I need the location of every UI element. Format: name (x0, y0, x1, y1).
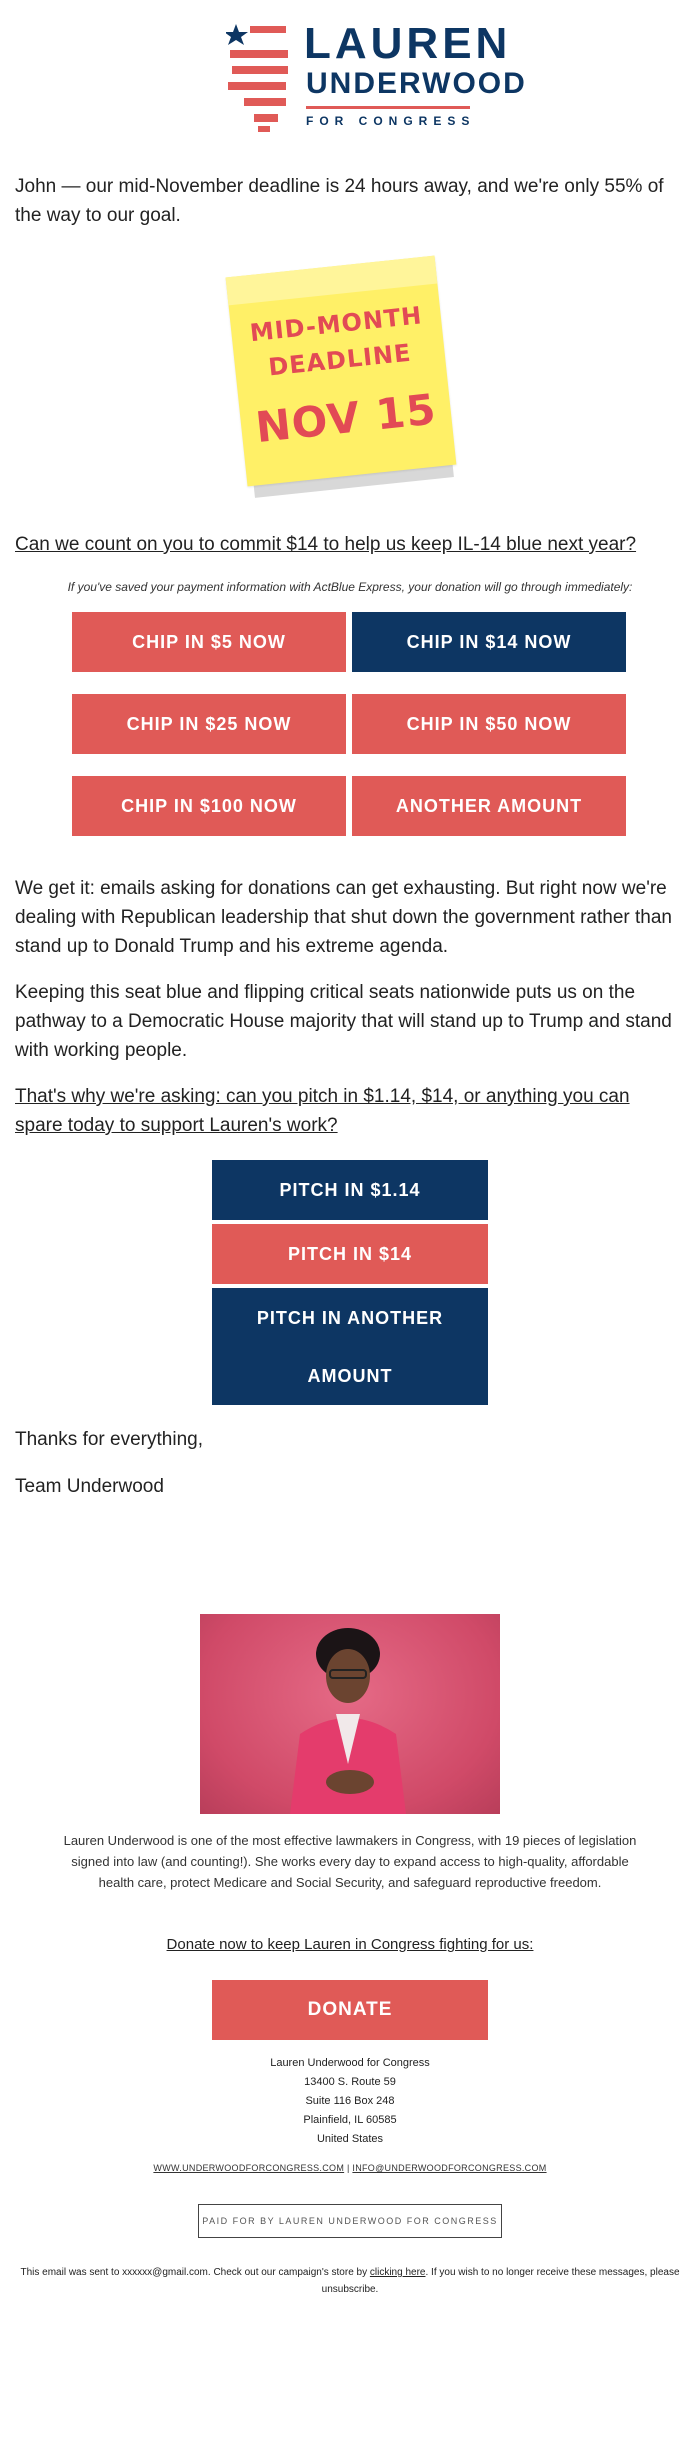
bio-paragraph: Lauren Underwood is one of the most effective lawmakers in Congress, with 19 pieces of legislation signed into law (and counting!). She works every day to expand access to high-quality, affordable health care, protect Medicare and Social Security, and safeguard reproductive freedom. (63, 1833, 637, 1890)
logo-tagline: FOR CONGRESS (306, 114, 476, 128)
team-signature: Team Underwood (15, 1476, 164, 1497)
body-paragraph-1: We get it: emails asking for donations can get exhausting. But right now we're dealing with Republican leadership that shut down the government rather than stand up to Donald Trump and his extreme agenda. (15, 878, 672, 957)
sticky-line-2: DEADLINE (267, 338, 413, 382)
pitch-ask-link[interactable]: That's why we're asking: can you pitch in $1.14, $14, or anything you can spare today to support Lauren's work? (15, 1086, 630, 1136)
flag-state-icon (226, 22, 290, 134)
logo-divider (306, 106, 470, 109)
legal-text-pre: This email was sent to xxxxxx@gmail.com. Check out our campaign's store by (20, 2267, 370, 2278)
chip-in-5-button[interactable]: CHIP IN $5 NOW (72, 612, 346, 672)
chip-in-100-button[interactable]: CHIP IN $100 NOW (72, 776, 346, 836)
logo-first-name: LAUREN (304, 19, 512, 68)
paid-for-disclaimer: PAID FOR BY LAUREN UNDERWOOD FOR CONGRESS (198, 2204, 502, 2238)
website-link[interactable]: WWW.UNDERWOODFORCONGRESS.COM (153, 2163, 345, 2173)
intro-paragraph: John — our mid-November deadline is 24 hours away, and we're only 55% of the way to our goal. (15, 176, 664, 226)
address-line-5: United States (316, 2133, 384, 2145)
pitch-another-line-2: AMOUNT (307, 1365, 393, 1386)
pitch-in-1-14-button[interactable]: PITCH IN $1.14 (212, 1160, 488, 1220)
address-line-4: Plainfield, IL 60585 (303, 2114, 397, 2126)
footer-links (0, 2163, 700, 2173)
address-line-2: 13400 S. Route 59 (304, 2076, 396, 2088)
mailing-address (0, 2054, 700, 2149)
address-line-1: Lauren Underwood for Congress (270, 2057, 430, 2069)
address-line-3: Suite 116 Box 248 (305, 2095, 395, 2107)
chip-in-14-button[interactable]: CHIP IN $14 NOW (352, 612, 626, 672)
thanks-text: Thanks for everything, (15, 1429, 203, 1450)
links-separator: | (346, 2163, 350, 2173)
sticky-note-image (228, 258, 478, 508)
portrait-figure (200, 1614, 500, 1814)
chip-in-50-button[interactable]: CHIP IN $50 NOW (352, 694, 626, 754)
store-link[interactable]: clicking here (369, 2267, 426, 2278)
sticky-line-1: MID-MONTH (248, 301, 424, 348)
actblue-express-note: If you've saved your payment information with ActBlue Express, your donation will go through immediately: (67, 580, 633, 594)
commit-ask-link[interactable]: Can we count on you to commit $14 to help us keep IL-14 blue next year? (15, 534, 637, 555)
chip-in-25-button[interactable]: CHIP IN $25 NOW (72, 694, 346, 754)
donate-now-link[interactable]: Donate now to keep Lauren in Congress fighting for us: (166, 1936, 534, 1953)
pitch-another-line-1: PITCH IN ANOTHER (256, 1307, 444, 1328)
sticky-note-top (226, 256, 438, 306)
legal-text-post: . If you wish to no longer receive these messages, please unsubscribe. (321, 2267, 680, 2295)
logo-last-name: UNDERWOOD (306, 67, 527, 100)
lauren-underwood-photo (200, 1614, 500, 1814)
sticky-note (226, 256, 457, 487)
email-link[interactable]: INFO@UNDERWOODFORCONGRESS.COM (352, 2163, 547, 2173)
body-paragraph-2: Keeping this seat blue and flipping critical seats nationwide puts us on the pathway to a Democratic House majority that will stand up to Trump and stand with working people. (15, 982, 672, 1061)
another-amount-button[interactable]: ANOTHER AMOUNT (352, 776, 626, 836)
pitch-in-another-amount-button[interactable] (212, 1288, 488, 1405)
sticky-line-3: NOV 15 (253, 384, 439, 453)
campaign-logo[interactable] (0, 18, 700, 138)
donate-button[interactable]: DONATE (212, 1980, 488, 2040)
pitch-in-14-button[interactable]: PITCH IN $14 (212, 1224, 488, 1284)
legal-notice (20, 2264, 680, 2298)
